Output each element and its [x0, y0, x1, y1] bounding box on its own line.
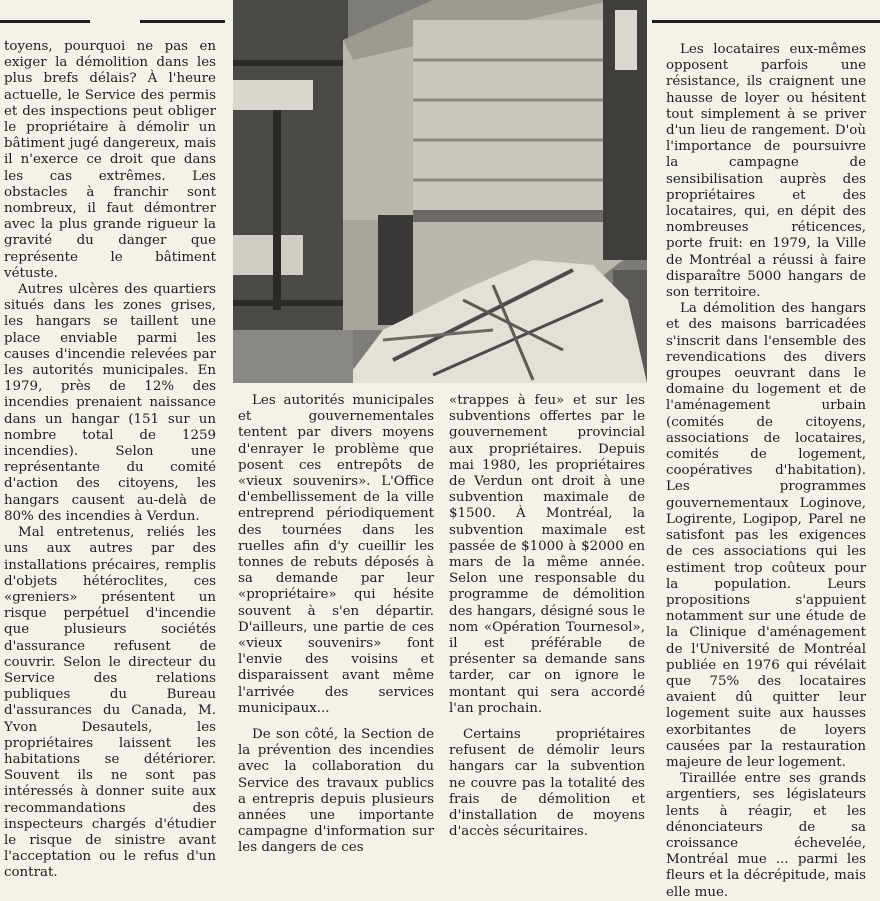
col1-paragraph-1: toyens, pourquoi ne pas en exiger la démolition dans les plus brefs délais? À l'heure actuelle, le Service des permis et des inspections peut obliger le propriétaire à démolir un bâtiment jugé dangereux, mais il n'exerce ce droit que dans les cas extrêmes. Les obstacles à franchir sont nombreux, il faut démontrer avec la plus grande rigueur la gravité du danger que représente le bâtiment vétuste. — [4, 39, 216, 281]
col2-paragraph-2: De son côté, la Section de la prévention des incendies avec la collaboration du Service des travaux publics a entrepris depuis plusieurs années une importante campagne d'information sur les dangers de ces — [238, 727, 434, 856]
col1-paragraph-3: Mal entretenus, reliés les uns aux autres par des installations précaires, remplis d'objets hétéroclites, ces «greniers» présentent un risque perpétuel d'incendie que plusieurs sociétés d'assurance refusent de couvrir. Selon le directeur du Service des relations publiques du Bureau d'assurances du Canada, M. Yvon Desautels, les propriétaires laissent les habitations se détériorer. Souvent ils ne sont pas intéressés à donner suite aux recommandations des inspecteurs chargés d'étudier le risque de sinistre avant l'acceptation ou le refus d'un contrat. — [4, 525, 216, 881]
top-rule-left-end — [140, 20, 225, 23]
col2-paragraph-1: Les autorités municipales et gouvernementales tentent par divers moyens d'enrayer le problème que posent ces entrepôts de «vieux souvenirs». L'Office d'embellissement de la ville entreprend périodiquement des tournées dans les ruelles afin d'y cueillir les tonnes de rebuts déposés à sa demande par leur «propriétaire» qui hésite souvent à s'en départir. D'ailleurs, une partie de ces «vieux souvenirs» font l'envie des voisins et disparaissent avant même l'arrivée des services municipaux... — [238, 393, 434, 716]
top-rule-left — [0, 20, 90, 23]
col4-paragraph-3: Tiraillée entre ses grands argentiers, ses législateurs lents à réagir, et les dénonciateurs de sa croissance échevelée, Montréal mue ... parmi les fleurs et la décrépitude, mais elle mue. — [666, 771, 866, 900]
column-1 — [4, 39, 216, 882]
col3-paragraph-2: Certains propriétaires refusent de démolir leurs hangars car la subvention ne couvre pas la totalité des frais de démolition et d'installation de moyens d'accès sécuritaires. — [449, 727, 645, 840]
col4-paragraph-1: Les locataires eux-mêmes opposent parfois une résistance, ils craignent une hausse de loyer ou hésitent tout simplement à se priver d'un lieu de rangement. D'où l'importance de poursuivre la campagne de sensibilisation auprès des propriétaires et des locataires, qui, en dépit des nombreuses réticences, porte fruit: en 1979, la Ville de Montréal a réussi à faire disparaître 5000 hangars de son territoire. — [666, 42, 866, 301]
col3-paragraph-1: «trappes à feu» et sur les subventions offertes par le gouvernement provincial aux propriétaires. Depuis mai 1980, les propriétaires de Verdun ont droit à une subvention maximale de $1500. À Montréal, la subvention maximale est passée de $1000 à $2000 en mars de la même année. Selon une responsable du programme de démolition des hangars, désigné sous le nom «Opération Tournesol», il est préférable de présenter sa demande sans tarder, car on ignore le montant qui sera accordé l'an prochain. — [449, 393, 645, 716]
column-2 — [238, 393, 434, 857]
column-3 — [449, 393, 645, 840]
shed-demolition-photo — [233, 0, 647, 383]
col4-paragraph-2: La démolition des hangars et des maisons barricadées s'inscrit dans l'ensemble des revendications des divers groupes oeuvrant dans le domaine du logement et de l'aménagement urbain (comités de citoyens, associations de locataires, comités de logement, coopératives d'habitation). Les programmes gouvernementaux Loginove, Logirente, Logipop, Parel ne satisfont pas les exigences de ces associations qui les estiment trop coûteux pour la population. Leurs propositions s'appuient notamment sur une étude de la Clinique d'aménagement de l'Université de Montréal publiée en 1976 qui révélait que 75% des locataires avaient dû quitter leur logement suite aux hausses exorbitantes de loyers causées par la restauration majeure de leur logement. — [666, 301, 866, 770]
col1-paragraph-2: Autres ulcères des quartiers situés dans les zones grises, les hangars se taillent une place enviable parmi les causes d'incendie relevées par les autorités municipales. En 1979, près de 12% des incendies prenaient naissance dans un hangar (151 sur un nombre total de 1259 incendies). Selon une représentante du comité d'action des citoyens, les hangars causent au-delà de 80% des incendies à Verdun. — [4, 282, 216, 524]
top-rule-right — [652, 20, 880, 23]
column-4 — [666, 42, 866, 901]
